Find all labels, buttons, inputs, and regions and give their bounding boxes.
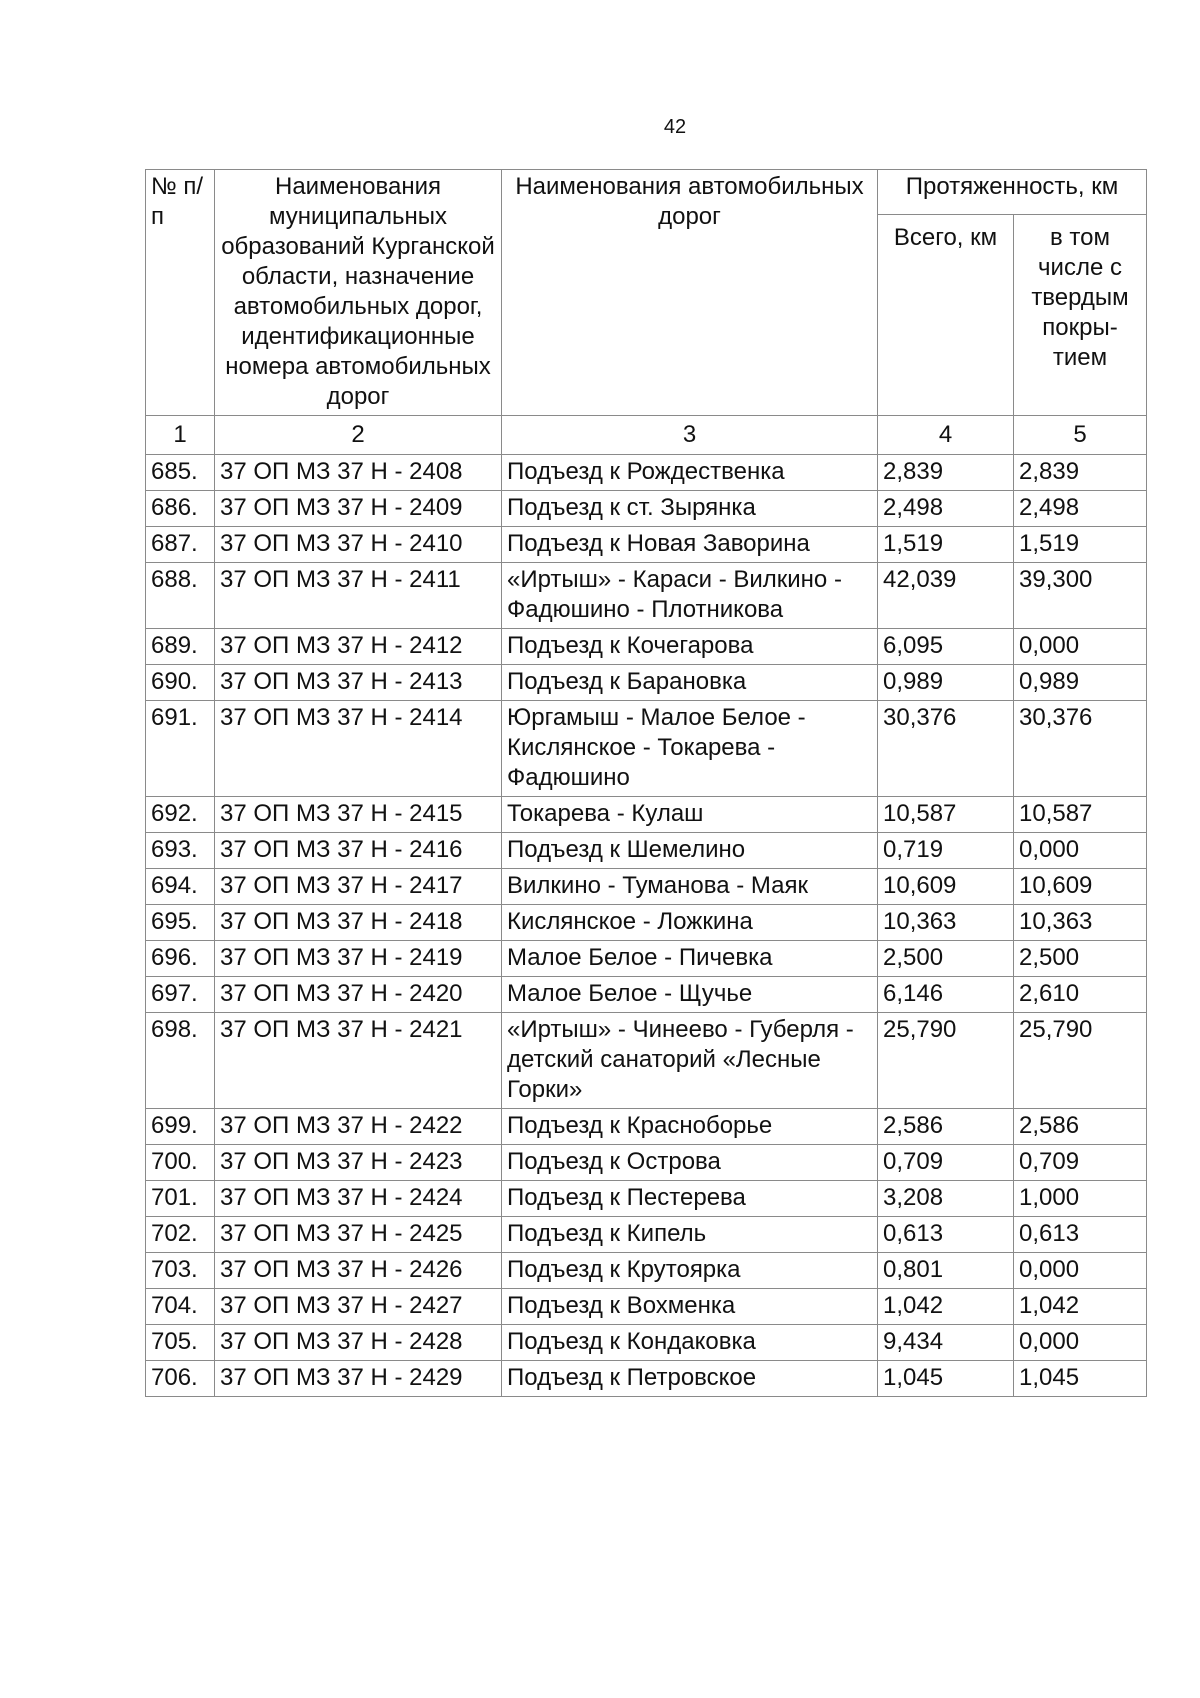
header-row-number: № п/п <box>146 170 215 416</box>
road-name-cell: Подъезд к Острова <box>502 1145 878 1181</box>
total-length-cell: 0,719 <box>878 833 1014 869</box>
road-name-cell: Подъезд к ст. Зырянка <box>502 491 878 527</box>
table-row <box>146 455 1147 491</box>
road-name-cell: Подъезд к Кипель <box>502 1217 878 1253</box>
row-number-cell: 699. <box>146 1109 215 1145</box>
table-row <box>146 941 1147 977</box>
row-number-cell: 687. <box>146 527 215 563</box>
row-number-cell: 694. <box>146 869 215 905</box>
row-number-cell: 704. <box>146 1289 215 1325</box>
road-name-cell: Подъезд к Кочегарова <box>502 629 878 665</box>
row-number-cell: 688. <box>146 563 215 629</box>
paved-length-cell: 1,042 <box>1014 1289 1147 1325</box>
road-id-cell: 37 ОП МЗ 37 Н - 2426 <box>215 1253 502 1289</box>
total-length-cell: 2,500 <box>878 941 1014 977</box>
road-id-cell: 37 ОП МЗ 37 Н - 2419 <box>215 941 502 977</box>
road-id-cell: 37 ОП МЗ 37 Н - 2410 <box>215 527 502 563</box>
column-index: 1 <box>146 416 215 455</box>
paved-length-cell: 0,709 <box>1014 1145 1147 1181</box>
total-length-cell: 30,376 <box>878 701 1014 797</box>
total-length-cell: 10,587 <box>878 797 1014 833</box>
road-name-cell: Подъезд к Кондаковка <box>502 1325 878 1361</box>
total-length-cell: 6,095 <box>878 629 1014 665</box>
row-number-cell: 685. <box>146 455 215 491</box>
road-id-cell: 37 ОП МЗ 37 Н - 2413 <box>215 665 502 701</box>
road-id-cell: 37 ОП МЗ 37 Н - 2424 <box>215 1181 502 1217</box>
total-length-cell: 3,208 <box>878 1181 1014 1217</box>
row-number-cell: 695. <box>146 905 215 941</box>
table-body <box>146 416 1147 1397</box>
paved-length-cell: 1,519 <box>1014 527 1147 563</box>
table-row <box>146 629 1147 665</box>
header-municipality: Наименования муниципальных образований Курганской области, назначение автомобильных дорог, идентификационные номера автомобильных дорог <box>215 170 502 416</box>
column-index-row <box>146 416 1147 455</box>
road-name-cell: Токарева - Кулаш <box>502 797 878 833</box>
paved-length-cell: 0,000 <box>1014 629 1147 665</box>
road-id-cell: 37 ОП МЗ 37 Н - 2408 <box>215 455 502 491</box>
road-id-cell: 37 ОП МЗ 37 Н - 2409 <box>215 491 502 527</box>
header-paved-length: в том числе с твердым покры-тием <box>1014 214 1147 415</box>
table-row <box>146 797 1147 833</box>
column-index: 2 <box>215 416 502 455</box>
header-length-group: Протяженность, км <box>878 170 1147 215</box>
road-id-cell: 37 ОП МЗ 37 Н - 2414 <box>215 701 502 797</box>
paved-length-cell: 2,610 <box>1014 977 1147 1013</box>
road-name-cell: Подъезд к Рождественка <box>502 455 878 491</box>
paved-length-cell: 39,300 <box>1014 563 1147 629</box>
table-row <box>146 1325 1147 1361</box>
total-length-cell: 0,613 <box>878 1217 1014 1253</box>
total-length-cell: 0,989 <box>878 665 1014 701</box>
road-name-cell: Подъезд к Барановка <box>502 665 878 701</box>
header-total-length: Всего, км <box>878 214 1014 415</box>
road-name-cell: Подъезд к Крутоярка <box>502 1253 878 1289</box>
row-number-cell: 696. <box>146 941 215 977</box>
road-id-cell: 37 ОП МЗ 37 Н - 2422 <box>215 1109 502 1145</box>
road-name-cell: Подъезд к Новая Заворина <box>502 527 878 563</box>
row-number-cell: 691. <box>146 701 215 797</box>
road-name-cell: Кислянское - Ложкина <box>502 905 878 941</box>
table-row <box>146 869 1147 905</box>
road-name-cell: Подъезд к Вохменка <box>502 1289 878 1325</box>
table-row <box>146 1289 1147 1325</box>
road-name-cell: Подъезд к Петровское <box>502 1361 878 1397</box>
road-name-cell: Вилкино - Туманова - Маяк <box>502 869 878 905</box>
paved-length-cell: 0,000 <box>1014 1253 1147 1289</box>
total-length-cell: 9,434 <box>878 1325 1014 1361</box>
paved-length-cell: 10,363 <box>1014 905 1147 941</box>
road-id-cell: 37 ОП МЗ 37 Н - 2417 <box>215 869 502 905</box>
row-number-cell: 698. <box>146 1013 215 1109</box>
total-length-cell: 2,839 <box>878 455 1014 491</box>
table-row <box>146 563 1147 629</box>
table-row <box>146 833 1147 869</box>
row-number-cell: 706. <box>146 1361 215 1397</box>
paved-length-cell: 0,000 <box>1014 1325 1147 1361</box>
road-name-cell: Малое Белое - Щучье <box>502 977 878 1013</box>
road-id-cell: 37 ОП МЗ 37 Н - 2427 <box>215 1289 502 1325</box>
column-index: 3 <box>502 416 878 455</box>
table-header <box>146 170 1147 416</box>
road-id-cell: 37 ОП МЗ 37 Н - 2429 <box>215 1361 502 1397</box>
paved-length-cell: 0,989 <box>1014 665 1147 701</box>
total-length-cell: 2,586 <box>878 1109 1014 1145</box>
row-number-cell: 703. <box>146 1253 215 1289</box>
road-name-cell: Юргамыш - Малое Белое - Кислянское - Токарева - Фадюшино <box>502 701 878 797</box>
column-index: 5 <box>1014 416 1147 455</box>
table-row <box>146 1109 1147 1145</box>
total-length-cell: 2,498 <box>878 491 1014 527</box>
roads-table <box>145 169 1147 1397</box>
row-number-cell: 700. <box>146 1145 215 1181</box>
road-id-cell: 37 ОП МЗ 37 Н - 2425 <box>215 1217 502 1253</box>
total-length-cell: 0,801 <box>878 1253 1014 1289</box>
road-id-cell: 37 ОП МЗ 37 Н - 2415 <box>215 797 502 833</box>
road-id-cell: 37 ОП МЗ 37 Н - 2418 <box>215 905 502 941</box>
total-length-cell: 0,709 <box>878 1145 1014 1181</box>
page-number: 42 <box>663 116 687 138</box>
paved-length-cell: 10,587 <box>1014 797 1147 833</box>
paved-length-cell: 30,376 <box>1014 701 1147 797</box>
paved-length-cell: 0,000 <box>1014 833 1147 869</box>
total-length-cell: 25,790 <box>878 1013 1014 1109</box>
row-number-cell: 701. <box>146 1181 215 1217</box>
total-length-cell: 1,045 <box>878 1361 1014 1397</box>
total-length-cell: 10,363 <box>878 905 1014 941</box>
paved-length-cell: 25,790 <box>1014 1013 1147 1109</box>
table-row <box>146 491 1147 527</box>
table-row <box>146 665 1147 701</box>
header-road-name: Наименования автомобильных дорог <box>502 170 878 416</box>
row-number-cell: 702. <box>146 1217 215 1253</box>
road-id-cell: 37 ОП МЗ 37 Н - 2423 <box>215 1145 502 1181</box>
road-name-cell: Подъезд к Красноборье <box>502 1109 878 1145</box>
row-number-cell: 690. <box>146 665 215 701</box>
paved-length-cell: 2,839 <box>1014 455 1147 491</box>
row-number-cell: 697. <box>146 977 215 1013</box>
paved-length-cell: 2,500 <box>1014 941 1147 977</box>
road-id-cell: 37 ОП МЗ 37 Н - 2416 <box>215 833 502 869</box>
table-row <box>146 701 1147 797</box>
total-length-cell: 10,609 <box>878 869 1014 905</box>
road-id-cell: 37 ОП МЗ 37 Н - 2428 <box>215 1325 502 1361</box>
table-row <box>146 905 1147 941</box>
total-length-cell: 42,039 <box>878 563 1014 629</box>
table-row <box>146 1217 1147 1253</box>
total-length-cell: 6,146 <box>878 977 1014 1013</box>
total-length-cell: 1,042 <box>878 1289 1014 1325</box>
paved-length-cell: 1,045 <box>1014 1361 1147 1397</box>
road-name-cell: «Иртыш» - Караси - Вилкино - Фадюшино - Плотникова <box>502 563 878 629</box>
row-number-cell: 705. <box>146 1325 215 1361</box>
column-index: 4 <box>878 416 1014 455</box>
road-name-cell: «Иртыш» - Чинеево - Губерля - детский санаторий «Лесные Горки» <box>502 1013 878 1109</box>
road-name-cell: Подъезд к Шемелино <box>502 833 878 869</box>
table-row <box>146 977 1147 1013</box>
road-id-cell: 37 ОП МЗ 37 Н - 2412 <box>215 629 502 665</box>
paved-length-cell: 2,586 <box>1014 1109 1147 1145</box>
total-length-cell: 1,519 <box>878 527 1014 563</box>
road-name-cell: Малое Белое - Пичевка <box>502 941 878 977</box>
table-row <box>146 1145 1147 1181</box>
row-number-cell: 689. <box>146 629 215 665</box>
table-row <box>146 1361 1147 1397</box>
paved-length-cell: 10,609 <box>1014 869 1147 905</box>
road-name-cell: Подъезд к Пестерева <box>502 1181 878 1217</box>
row-number-cell: 693. <box>146 833 215 869</box>
table-row <box>146 1181 1147 1217</box>
table-row <box>146 527 1147 563</box>
road-id-cell: 37 ОП МЗ 37 Н - 2420 <box>215 977 502 1013</box>
table-row <box>146 1013 1147 1109</box>
row-number-cell: 692. <box>146 797 215 833</box>
paved-length-cell: 2,498 <box>1014 491 1147 527</box>
road-id-cell: 37 ОП МЗ 37 Н - 2411 <box>215 563 502 629</box>
paved-length-cell: 1,000 <box>1014 1181 1147 1217</box>
road-id-cell: 37 ОП МЗ 37 Н - 2421 <box>215 1013 502 1109</box>
table-row <box>146 1253 1147 1289</box>
paved-length-cell: 0,613 <box>1014 1217 1147 1253</box>
row-number-cell: 686. <box>146 491 215 527</box>
